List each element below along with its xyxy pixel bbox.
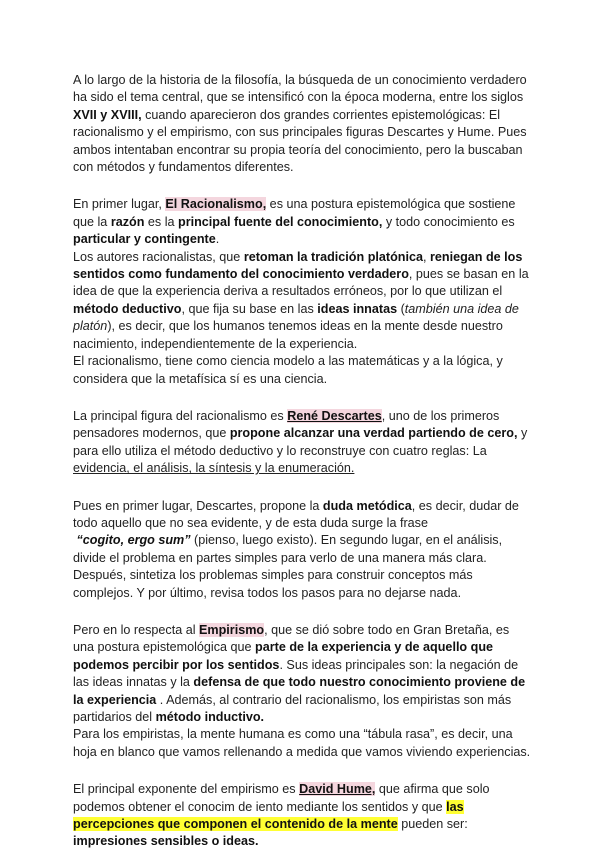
highlight-descartes: René Descartes [287, 408, 382, 423]
text: . [215, 232, 220, 247]
bold-text: defensa de que todo nuestro conocimiento proviene de la experiencia [73, 675, 526, 707]
text: y todo conocimiento es [382, 214, 515, 229]
text: es una postura epistemológica que sostiene que la [73, 197, 516, 229]
bold-text: método deductivo [73, 301, 182, 316]
text: , es decir, dudar de todo aquello que no sea evidente, y de esta duda surge la frase [73, 498, 519, 530]
text: que afirma que solo podemos obtener el conocim de iento mediante los sentidos y que [73, 782, 490, 814]
bold-text: método inductivo. [155, 710, 265, 724]
highlight-hume: David Hume, [299, 782, 376, 797]
bold-text: particular y contingente [73, 232, 216, 247]
text: , que fija su base en las [181, 301, 318, 316]
underlined-text: evidencia, el análisis, la síntesis y la enumeración. [73, 461, 355, 476]
text: En primer lugar, [73, 197, 166, 212]
highlight-racionalismo: El Racionalismo, [165, 197, 267, 212]
text: . Además, al contrario del racionalismo, los empiristas son más partidarios del [73, 692, 512, 724]
paragraph-intro [73, 72, 533, 176]
text: ( [397, 301, 405, 316]
paragraph-descartes [73, 408, 533, 478]
text: es la [144, 214, 179, 229]
bold-text: ideas innatas [317, 301, 398, 316]
bold-text: impresiones sensibles o ideas. [73, 834, 259, 849]
text: , uno de los primeros pensadores modernos, que [73, 408, 500, 441]
bold-text: razón [110, 214, 145, 229]
text: Pues en primer lugar, Descartes, propone la [73, 498, 323, 513]
text: . Sus ideas principales son: la negación de las ideas innatas y la [73, 657, 519, 690]
text: , pues se basan en la idea de que la experiencia deriva a resultados erróneos, por lo que utilizan el [73, 267, 529, 299]
text: La principal figura del racionalismo es [73, 408, 288, 423]
text: Los autores racionalistas, que [73, 249, 244, 264]
cogito-quote: “cogito, ergo sum” [76, 533, 191, 548]
paragraph-hume [73, 781, 533, 851]
highlight-empirismo: Empirismo [199, 622, 265, 637]
italic-text: también una idea de platón [73, 301, 519, 334]
bold-text: reniegan de los sentidos como fundamento del conocimiento verdadero [73, 249, 523, 282]
bold-text: duda metódica [322, 498, 412, 513]
paragraph-empirismo [73, 622, 533, 761]
text: Para los empiristas, la mente humana es como una “tábula rasa”, es decir, una hoja en blanco que vamos rellenando a medida que vamos viviendo experiencias. [73, 727, 531, 759]
text: A lo largo de la historia de la filosofía, la búsqueda de un conocimiento verdadero ha sido el tema central, que se intensificó con la época moderna, entre los siglos [73, 73, 527, 105]
text: , [422, 249, 430, 264]
text: y para ello utiliza el método deductivo y lo reconstruye con cuatro reglas: La [73, 426, 528, 458]
bold-text: parte de la experiencia y de aquello que podemos percibir por los sentidos [73, 640, 494, 672]
text: , que se dió sobre todo en Gran Bretaña, es una postura epistemológica que [73, 622, 510, 655]
yellow-highlight: las percepciones que componen el contenido de la mente [73, 799, 464, 832]
document-page [73, 72, 533, 851]
text: cuando aparecieron dos grandes corrientes epistemológicas: El racionalismo y el empirismo, con sus principales figuras Descartes y Hume. Pues ambos intentaban encontrar su propia teoría del conocimiento, pero la buscaban con métodos y fundamentos diferentes. [73, 107, 527, 175]
text: El principal exponente del empirismo es [73, 782, 300, 797]
bold-text: principal fuente del conocimiento, [178, 214, 383, 229]
bold-text: retoman la tradición platónica [243, 249, 423, 264]
paragraph-duda-metodica [73, 498, 533, 602]
text: pueden ser: [397, 817, 468, 832]
bold-text: propone alcanzar una verdad partiendo de cero, [229, 426, 518, 441]
text: (pienso, luego existo). En segundo lugar, en el análisis, divide el problema en partes simples para verlo de una manera más clara. Después, sintetiza los problemas simples para construir conceptos más complejos. Y por último, revisa todos los pasos para no dejarse nada. [73, 533, 503, 600]
text: El racionalismo, tiene como ciencia modelo a las matemáticas y a la lógica, y considera que la metafísica sí es una ciencia. [73, 354, 503, 386]
paragraph-racionalismo [73, 196, 533, 387]
text: Pero en lo respecta al [73, 622, 200, 637]
bold-text: XVII y XVIII, [73, 107, 142, 122]
text: ), es decir, que los humanos tenemos ideas en la mente desde nuestro nacimiento, independientemente de la experiencia. [73, 319, 503, 351]
